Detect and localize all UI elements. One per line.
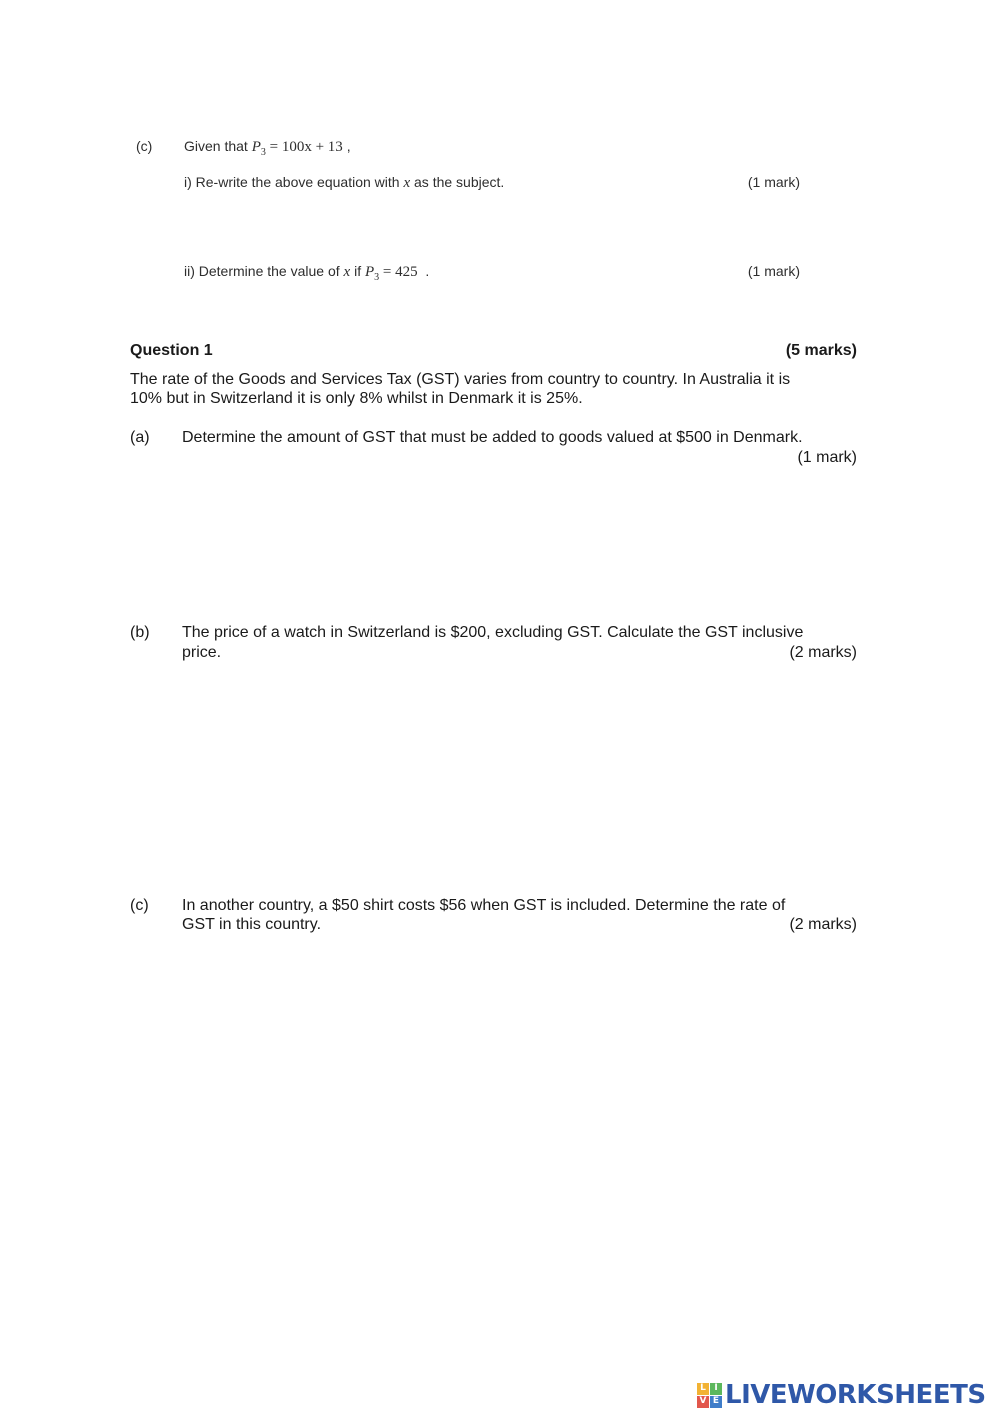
question-title: Question 1 xyxy=(130,342,213,359)
prev-part-c-i xyxy=(184,174,504,192)
intro-line-2: 10% but in Switzerland it is only 8% whilst in Denmark it is 25%. xyxy=(130,390,583,407)
given-suffix: , xyxy=(342,138,351,154)
ii-if: if xyxy=(354,263,362,279)
prev-part-c-ii xyxy=(184,263,429,283)
logo-mark-e: E xyxy=(710,1396,722,1408)
ii-equation xyxy=(364,264,418,283)
part-c-marks: (2 marks) xyxy=(789,916,857,933)
ii-text: ii) Determine the value of xyxy=(184,263,340,279)
i-text-end: as the subject. xyxy=(414,174,505,190)
logo-mark-i: I xyxy=(710,1383,722,1395)
given-prefix: Given that xyxy=(184,138,248,154)
given-var: P xyxy=(251,139,261,155)
logo-text: LIVEWORKSHEETS xyxy=(725,1380,986,1410)
i-marks: (1 mark) xyxy=(747,174,800,190)
prev-part-c-given xyxy=(184,138,351,158)
given-sub: 3 xyxy=(260,147,266,158)
ii-marks: (1 mark) xyxy=(747,263,800,279)
part-a-marks: (1 mark) xyxy=(797,449,857,466)
ii-sub: 3 xyxy=(374,272,380,283)
part-c-text-line-2: GST in this country. xyxy=(182,916,322,933)
liveworksheets-logo xyxy=(697,1380,986,1410)
i-var: x xyxy=(403,175,411,191)
part-c-text-line-1: In another country, a $50 shirt costs $56 when GST is included. Determine the rate of xyxy=(182,897,786,914)
part-b-marks: (2 marks) xyxy=(789,644,857,661)
i-text: i) Re-write the above equation with xyxy=(184,174,400,190)
intro-line-1: The rate of the Goods and Services Tax (GST) varies from country to country. In Australia it is xyxy=(130,371,791,388)
ii-rhs: = 425 xyxy=(379,264,418,280)
part-a-text: Determine the amount of GST that must be added to goods valued at $500 in Denmark. xyxy=(182,429,803,446)
ii-var: x xyxy=(343,264,351,280)
part-b-label: (b) xyxy=(130,624,150,641)
logo-mark-l: L xyxy=(697,1383,709,1395)
part-b-text-line-2: price. xyxy=(182,644,222,661)
part-b-text-line-1: The price of a watch in Switzerland is $200, excluding GST. Calculate the GST inclusive xyxy=(182,624,804,641)
ii-dot: . xyxy=(417,263,430,279)
part-a-label: (a) xyxy=(130,429,150,446)
logo-mark-v: V xyxy=(697,1396,709,1408)
prev-part-c-label: (c) xyxy=(136,138,153,154)
part-c-label: (c) xyxy=(130,897,149,914)
logo-mark-icon xyxy=(697,1383,722,1408)
question-marks: (5 marks) xyxy=(785,342,857,359)
given-equation xyxy=(251,139,343,158)
ii-p: P xyxy=(364,264,375,280)
given-rhs: = 100x + 13 xyxy=(265,139,343,155)
